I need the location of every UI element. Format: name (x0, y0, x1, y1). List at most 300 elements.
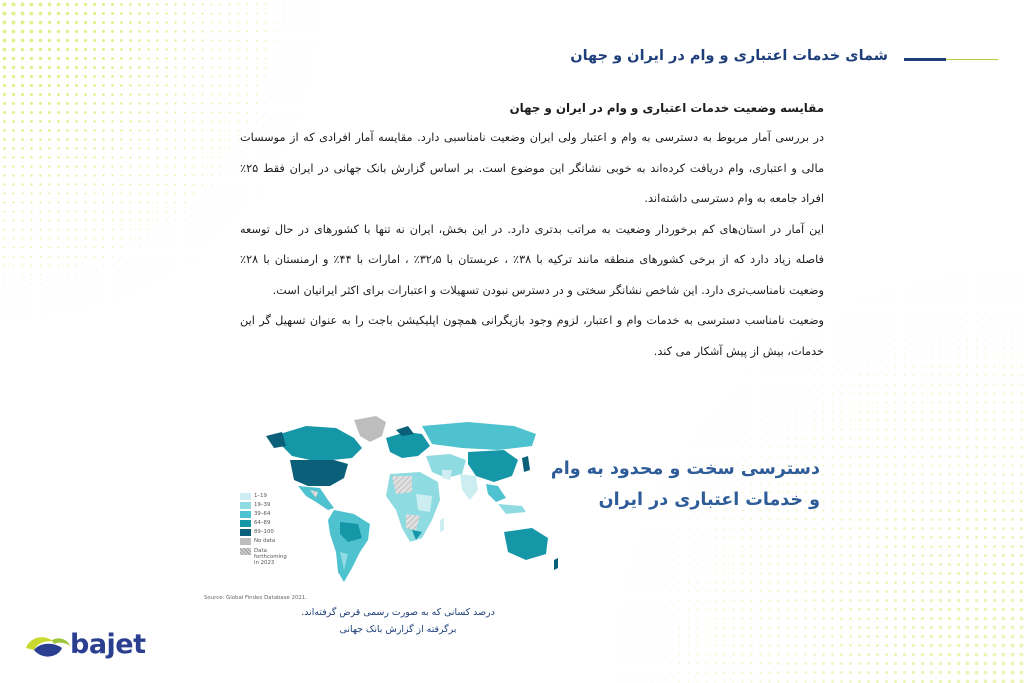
decorative-dot (912, 536, 915, 539)
decorative-dot (922, 402, 924, 404)
decorative-dot (292, 58, 293, 59)
decorative-dot (706, 636, 708, 638)
decorative-dot (75, 57, 78, 60)
decorative-dot (652, 429, 653, 430)
highlight-heading-line: دسترسی سخت و محدود به وام (550, 459, 820, 479)
decorative-dot (21, 21, 25, 25)
decorative-dot (939, 599, 942, 602)
decorative-dot (832, 447, 834, 449)
decorative-dot (634, 573, 635, 574)
decorative-dot (993, 626, 997, 630)
decorative-dot (930, 671, 933, 674)
decorative-dot (84, 129, 86, 131)
decorative-dot (157, 229, 158, 230)
decorative-dot (30, 174, 32, 176)
decorative-dot (184, 148, 186, 150)
decorative-dot (1012, 402, 1014, 404)
decorative-dot (129, 138, 131, 140)
decorative-dot (102, 138, 104, 140)
decorative-dot (670, 654, 671, 655)
decorative-dot (643, 636, 644, 637)
decorative-dot (643, 537, 644, 538)
decorative-dot (786, 653, 788, 655)
decorative-dot (1003, 276, 1004, 277)
decorative-dot (706, 429, 707, 430)
decorative-dot (949, 348, 950, 349)
decorative-dot (589, 555, 590, 556)
decorative-dot (634, 636, 635, 637)
decorative-dot (1003, 393, 1005, 395)
decorative-dot (121, 220, 122, 221)
decorative-dot (580, 654, 581, 655)
decorative-dot (229, 175, 230, 176)
decorative-dot (688, 573, 689, 574)
decorative-dot (895, 384, 897, 386)
decorative-dot (1011, 419, 1013, 421)
decorative-dot (67, 247, 68, 248)
decorative-dot (93, 21, 96, 24)
decorative-dot (688, 402, 689, 403)
decorative-dot (751, 411, 752, 412)
decorative-dot (813, 545, 815, 547)
decorative-dot (903, 572, 906, 575)
decorative-dot (175, 274, 176, 275)
decorative-dot (994, 312, 995, 313)
decorative-dot (993, 500, 996, 503)
decorative-dot (832, 429, 834, 431)
decorative-dot (48, 30, 52, 34)
decorative-dot (616, 645, 617, 646)
decorative-dot (1012, 294, 1013, 295)
decorative-dot (742, 384, 743, 385)
decorative-dot (229, 211, 230, 212)
decorative-dot (831, 617, 834, 620)
decorative-dot (958, 411, 960, 413)
decorative-dot (310, 40, 311, 41)
decorative-dot (22, 274, 23, 275)
decorative-dot (22, 283, 23, 284)
decorative-dot (841, 303, 842, 304)
decorative-dot (922, 321, 923, 322)
decorative-dot (643, 609, 644, 610)
decorative-dot (921, 635, 924, 638)
decorative-dot (921, 662, 924, 665)
decorative-dot (184, 94, 186, 96)
decorative-dot (661, 573, 662, 574)
decorative-dot (895, 312, 896, 313)
decorative-dot (948, 527, 951, 530)
decorative-dot (715, 672, 717, 674)
decorative-dot (688, 555, 689, 556)
decorative-dot (697, 411, 698, 412)
decorative-dot (580, 672, 581, 673)
decorative-dot (94, 247, 95, 248)
decorative-dot (616, 600, 617, 601)
decorative-dot (994, 303, 995, 304)
decorative-dot (670, 393, 671, 394)
decorative-dot (994, 330, 995, 331)
decorative-dot (706, 663, 708, 665)
decorative-dot (876, 608, 879, 611)
decorative-dot (147, 93, 149, 95)
legend-swatch (240, 529, 251, 536)
decorative-dot (220, 229, 221, 230)
decorative-dot (111, 147, 113, 149)
decorative-dot (813, 671, 816, 674)
decorative-dot (984, 572, 987, 575)
decorative-dot (48, 111, 51, 114)
decorative-dot (102, 30, 105, 33)
decorative-dot (49, 283, 50, 284)
decorative-dot (111, 120, 113, 122)
decorative-dot (1012, 375, 1014, 377)
decorative-dot (832, 303, 833, 304)
decorative-dot (66, 93, 69, 96)
decorative-dot (1020, 617, 1024, 621)
decorative-dot (12, 75, 15, 78)
decorative-dot (769, 528, 771, 530)
decorative-dot (4, 310, 5, 311)
decorative-dot (49, 238, 51, 240)
decorative-dot (760, 573, 762, 575)
decorative-dot (238, 229, 239, 230)
decorative-dot (229, 157, 230, 158)
decorative-dot (939, 644, 942, 647)
decorative-dot (256, 85, 257, 86)
decorative-dot (130, 220, 131, 221)
decorative-dot (48, 102, 51, 105)
decorative-dot (769, 519, 771, 521)
decorative-dot (31, 319, 32, 320)
decorative-dot (903, 509, 906, 512)
decorative-dot (121, 265, 122, 266)
decorative-dot (822, 626, 825, 629)
decorative-dot (75, 30, 78, 33)
decorative-dot (778, 546, 780, 548)
decorative-dot (967, 393, 969, 395)
decorative-dot (21, 111, 24, 114)
decorative-dot (157, 193, 158, 194)
decorative-dot (939, 446, 941, 448)
decorative-dot (831, 509, 833, 511)
decorative-dot (840, 500, 842, 502)
decorative-dot (39, 102, 42, 105)
decorative-dot (904, 402, 906, 404)
decorative-dot (238, 220, 239, 221)
decorative-dot (975, 662, 979, 666)
decorative-dot (903, 518, 906, 521)
decorative-dot (607, 609, 608, 610)
decorative-dot (1012, 366, 1014, 368)
decorative-dot (930, 428, 932, 430)
decorative-dot (156, 57, 158, 59)
decorative-dot (21, 30, 25, 34)
decorative-dot (940, 321, 941, 322)
decorative-dot (724, 654, 726, 656)
decorative-dot (733, 582, 735, 584)
decorative-dot (760, 600, 762, 602)
decorative-dot (912, 500, 914, 502)
decorative-dot (706, 609, 708, 611)
decorative-dot (22, 247, 23, 248)
decorative-dot (39, 129, 42, 132)
decorative-dot (715, 627, 717, 629)
decorative-dot (174, 84, 176, 86)
decorative-dot (939, 536, 942, 539)
decorative-dot (868, 411, 870, 413)
decorative-dot (804, 545, 806, 547)
decorative-dot (876, 455, 878, 457)
decorative-dot (3, 84, 6, 87)
decorative-dot (102, 102, 105, 105)
decorative-dot (598, 528, 599, 529)
decorative-dot (885, 590, 888, 593)
legend-swatch-hatched (240, 548, 251, 555)
decorative-dot (229, 238, 230, 239)
decorative-dot (157, 238, 158, 239)
decorative-dot (724, 546, 726, 548)
decorative-dot (156, 66, 158, 68)
decorative-dot (1020, 608, 1024, 612)
decorative-dot (283, 85, 284, 86)
decorative-dot (571, 618, 572, 619)
decorative-dot (913, 339, 914, 340)
decorative-dot (21, 192, 23, 194)
decorative-dot (607, 618, 608, 619)
decorative-dot (211, 184, 212, 185)
decorative-dot (769, 447, 770, 448)
decorative-dot (202, 103, 204, 105)
decorative-dot (849, 572, 852, 575)
decorative-dot (229, 76, 231, 78)
decorative-dot (148, 220, 149, 221)
decorative-dot (742, 546, 744, 548)
decorative-dot (922, 285, 923, 286)
decorative-dot (184, 265, 185, 266)
decorative-dot (616, 627, 617, 628)
decorative-dot (580, 564, 581, 565)
decorative-dot (939, 509, 942, 512)
decorative-dot (634, 618, 635, 619)
decorative-dot (697, 546, 698, 547)
decorative-dot (795, 590, 797, 592)
decorative-dot (984, 644, 988, 648)
decorative-dot (822, 536, 824, 538)
decorative-dot (957, 464, 959, 466)
decorative-dot (814, 375, 815, 376)
decorative-dot (1019, 661, 1023, 665)
decorative-dot (867, 617, 870, 620)
decorative-dot (1020, 455, 1022, 457)
decorative-dot (849, 509, 851, 511)
decorative-dot (859, 429, 861, 431)
decorative-dot (175, 256, 176, 257)
decorative-dot (183, 30, 185, 32)
decorative-dot (76, 247, 77, 248)
decorative-dot (769, 546, 771, 548)
decorative-dot (679, 429, 680, 430)
decorative-dot (975, 455, 977, 457)
decorative-dot (643, 591, 644, 592)
decorative-dot (948, 563, 951, 566)
decorative-dot (319, 58, 320, 59)
decorative-dot (256, 40, 257, 41)
decorative-dot (174, 39, 176, 41)
decorative-dot (786, 671, 788, 673)
decorative-dot (67, 310, 68, 311)
decorative-dot (940, 276, 941, 277)
decorative-dot (940, 312, 941, 313)
decorative-dot (993, 527, 996, 530)
decorative-dot (1003, 267, 1004, 268)
decorative-dot (715, 519, 716, 520)
decorative-dot (777, 581, 779, 583)
decorative-dot (823, 438, 825, 440)
decorative-dot (688, 447, 689, 448)
decorative-dot (175, 247, 176, 248)
decorative-dot (1011, 554, 1014, 557)
decorative-dot (220, 148, 221, 149)
decorative-dot (211, 121, 213, 123)
decorative-dot (804, 527, 806, 529)
decorative-dot (877, 339, 878, 340)
decorative-dot (30, 183, 32, 185)
decorative-dot (112, 220, 113, 221)
decorative-dot (742, 438, 743, 439)
decorative-dot (840, 608, 843, 611)
decorative-dot (111, 12, 114, 15)
decorative-dot (13, 301, 14, 302)
decorative-dot (697, 654, 699, 656)
decorative-dot (948, 428, 950, 430)
decorative-dot (211, 13, 213, 15)
decorative-dot (814, 402, 815, 403)
decorative-dot (948, 536, 951, 539)
decorative-dot (571, 627, 572, 628)
decorative-dot (103, 274, 104, 275)
decorative-dot (724, 600, 726, 602)
decorative-dot (48, 66, 51, 69)
decorative-dot (202, 31, 204, 33)
decorative-dot (12, 21, 16, 25)
decorative-dot (292, 22, 293, 23)
decorative-dot (912, 563, 915, 566)
decorative-dot (760, 384, 761, 385)
decorative-dot (103, 310, 104, 311)
decorative-dot (48, 93, 51, 96)
decorative-dot (193, 247, 194, 248)
decorative-dot (877, 429, 879, 431)
decorative-dot (31, 328, 32, 329)
decorative-dot (202, 22, 204, 24)
decorative-dot (220, 58, 222, 60)
decorative-dot (274, 31, 275, 32)
decorative-dot (202, 184, 203, 185)
decorative-dot (156, 48, 158, 50)
decorative-dot (607, 645, 608, 646)
decorative-dot (238, 85, 239, 86)
decorative-dot (21, 120, 24, 123)
decorative-dot (831, 608, 834, 611)
decorative-dot (165, 21, 167, 23)
decorative-dot (841, 429, 843, 431)
decorative-dot (958, 267, 959, 268)
decorative-dot (1002, 473, 1005, 476)
decorative-dot (103, 247, 104, 248)
decorative-dot (634, 564, 635, 565)
decorative-dot (111, 111, 113, 113)
decorative-dot (841, 402, 843, 404)
decorative-dot (48, 12, 52, 16)
decorative-dot (211, 139, 212, 140)
decorative-dot (948, 500, 951, 503)
decorative-dot (139, 292, 140, 293)
decorative-dot (949, 393, 951, 395)
decorative-dot (121, 292, 122, 293)
decorative-dot (670, 618, 671, 619)
decorative-dot (849, 518, 851, 520)
decorative-dot (967, 294, 968, 295)
decorative-dot (102, 156, 104, 158)
decorative-dot (1020, 482, 1023, 485)
decorative-dot (985, 339, 986, 340)
decorative-dot (841, 465, 843, 467)
decorative-dot (580, 582, 581, 583)
decorative-dot (147, 12, 150, 15)
decorative-dot (166, 265, 167, 266)
decorative-dot (679, 420, 680, 421)
decorative-dot (165, 39, 167, 41)
decorative-dot (931, 321, 932, 322)
decorative-dot (769, 393, 770, 394)
decorative-dot (751, 582, 753, 584)
decorative-dot (1020, 527, 1023, 530)
decorative-dot (795, 626, 797, 628)
decorative-dot (903, 536, 906, 539)
decorative-dot (805, 384, 806, 385)
decorative-dot (94, 301, 95, 302)
decorative-dot (148, 148, 150, 150)
decorative-dot (661, 582, 662, 583)
decorative-dot (921, 617, 924, 620)
decorative-dot (975, 653, 979, 657)
decorative-dot (850, 447, 852, 449)
decorative-dot (994, 375, 996, 377)
decorative-dot (768, 590, 770, 592)
decorative-dot (625, 636, 626, 637)
decorative-dot (85, 256, 86, 257)
decorative-dot (129, 129, 131, 131)
decorative-dot (832, 411, 834, 413)
decorative-dot (661, 537, 662, 538)
decorative-dot (580, 591, 581, 592)
decorative-dot (822, 608, 824, 610)
decorative-dot (894, 473, 896, 475)
decorative-dot (48, 3, 52, 7)
decorative-dot (40, 220, 42, 222)
decorative-dot (274, 13, 275, 14)
decorative-dot (930, 581, 933, 584)
decorative-dot (39, 192, 41, 194)
decorative-dot (1002, 527, 1005, 530)
decorative-dot (868, 447, 870, 449)
decorative-dot (984, 617, 988, 621)
decorative-dot (13, 319, 14, 320)
decorative-dot (166, 247, 167, 248)
decorative-dot (706, 555, 707, 556)
decorative-dot (301, 40, 302, 41)
decorative-dot (1002, 482, 1005, 485)
